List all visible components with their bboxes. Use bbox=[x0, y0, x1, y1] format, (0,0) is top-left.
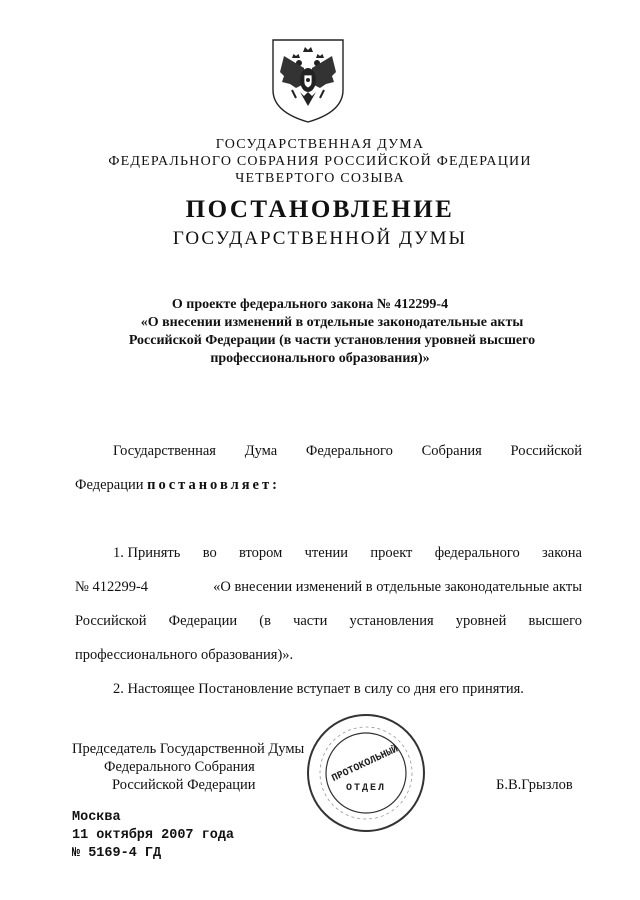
preamble-word: Федерального bbox=[305, 443, 393, 459]
signatory-title-line-1: Председатель Государственной Думы bbox=[72, 741, 305, 757]
clause-word: Российской bbox=[75, 613, 147, 629]
clause-1-line-1 bbox=[113, 545, 582, 562]
clause-1-line-2 bbox=[75, 579, 582, 596]
stamp-text-bottom: ОТДЕЛ bbox=[345, 783, 387, 794]
signatory-title-line-2: Федерального Собрания bbox=[104, 759, 255, 775]
document-number: № 5169-4 ГД bbox=[72, 846, 162, 861]
clause-word: установления bbox=[349, 613, 434, 629]
clause-word: Федерации bbox=[168, 613, 238, 629]
subject-line-1: О проекте федерального закона № 412299-4 bbox=[171, 297, 449, 312]
preamble-word: Дума bbox=[244, 443, 278, 459]
preamble-word: Федерации bbox=[75, 477, 144, 493]
date: 11 октября 2007 года bbox=[72, 828, 235, 843]
preamble-line-1 bbox=[113, 443, 582, 460]
clause-word: проект bbox=[370, 545, 413, 561]
clause-word: № 412299-4 bbox=[75, 579, 149, 595]
clause-1-line-4: профессионального образования)». bbox=[75, 647, 294, 663]
stamp-text-top: ПРОТОКОЛЬНЫЙ bbox=[330, 744, 401, 785]
state-emblem-icon bbox=[270, 38, 346, 124]
official-stamp-icon bbox=[305, 712, 427, 834]
clause-word: 1. Принять bbox=[113, 545, 181, 561]
header-line-3: ЧЕТВЕРТОГО СОЗЫВА bbox=[235, 171, 405, 186]
subject-line-3: Российской Федерации (в части установления уровней высшего bbox=[128, 333, 536, 348]
document-subtitle: ГОСУДАРСТВЕННОЙ ДУМЫ bbox=[172, 228, 468, 249]
clause-word: федерального bbox=[434, 545, 520, 561]
clause-word: закона bbox=[542, 545, 582, 561]
clause-word: (в bbox=[259, 613, 271, 629]
signatory-title-line-3: Российской Федерации bbox=[112, 777, 256, 793]
clause-word: втором bbox=[239, 545, 283, 561]
place: Москва bbox=[72, 810, 121, 825]
subject-line-2: «О внесении изменений в отдельные законодательные акты bbox=[140, 315, 524, 330]
subject-line-4: профессионального образования)» bbox=[210, 351, 430, 366]
clause-word: уровней bbox=[455, 613, 507, 629]
header-line-2: ФЕДЕРАЛЬНОГО СОБРАНИЯ РОССИЙСКОЙ ФЕДЕРАЦИИ bbox=[108, 154, 532, 169]
clause-2: 2. Настоящее Постановление вступает в силу со дня его принятия. bbox=[113, 681, 524, 697]
preamble-line-2 bbox=[75, 477, 280, 494]
clause-word: части bbox=[293, 613, 328, 629]
document-title: ПОСТАНОВЛЕНИЕ bbox=[185, 196, 455, 223]
resolves-word: постановляет: bbox=[147, 477, 280, 493]
header-line-1: ГОСУДАРСТВЕННАЯ ДУМА bbox=[215, 137, 425, 152]
clause-word: высшего bbox=[528, 613, 582, 629]
clause-1-line-3 bbox=[75, 613, 582, 630]
clause-word: «О внесении изменений в отдельные законодательные акты bbox=[213, 579, 582, 595]
preamble-word: Государственная bbox=[113, 443, 216, 459]
signatory-name: Б.В.Грызлов bbox=[496, 777, 573, 793]
clause-word: чтении bbox=[304, 545, 348, 561]
clause-word: во bbox=[202, 545, 217, 561]
preamble-word: Собрания bbox=[421, 443, 482, 459]
preamble-word: Российской bbox=[510, 443, 582, 459]
